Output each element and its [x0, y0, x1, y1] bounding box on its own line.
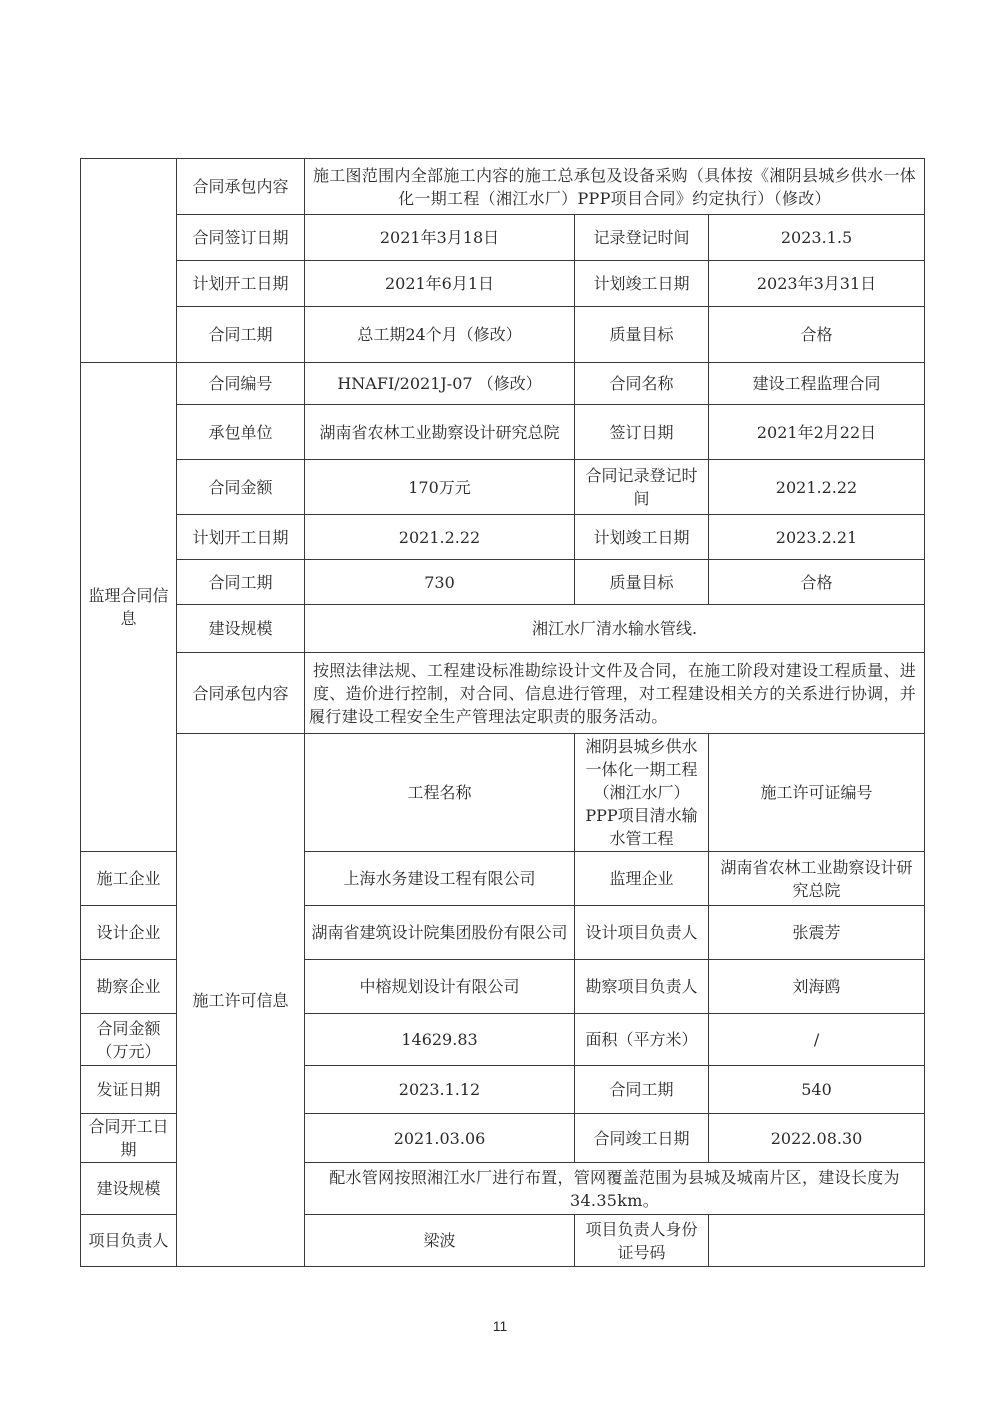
- sup-content-label: 合同承包内容: [177, 653, 305, 734]
- permit-survey-lead-label: 勘察项目负责人: [575, 960, 709, 1014]
- sup-contractor-label: 承包单位: [177, 405, 305, 460]
- sup-sign-date-label: 签订日期: [575, 405, 709, 460]
- permit-period-value: 540: [709, 1066, 925, 1114]
- sup-scale-label: 建设规模: [177, 605, 305, 653]
- sup-scale-value: 湘江水厂清水输水管线.: [305, 605, 925, 653]
- permit-survey-lead-value: 刘海鸥: [709, 960, 925, 1014]
- permit-supervisor-value: 湖南省农林工业勘察设计研究总院: [709, 852, 925, 906]
- sup-plan-start-value: 2021.2.22: [305, 515, 575, 560]
- permit-start-label: 合同开工日期: [81, 1114, 177, 1163]
- permit-section-label: 施工许可信息: [177, 734, 305, 1267]
- sup-contract-no-value: HNAFI/2021J-07 （修改）: [305, 363, 575, 405]
- permit-design-lead-value: 张震芳: [709, 906, 925, 960]
- permit-issue-date-label: 发证日期: [81, 1066, 177, 1114]
- permit-issue-date-value: 2023.1.12: [305, 1066, 575, 1114]
- continued-section-cell: [81, 159, 177, 363]
- permit-survey-value: 中榕规划设计有限公司: [305, 960, 575, 1014]
- plan-start-value: 2021年6月1日: [305, 261, 575, 307]
- permit-construction-label: 施工企业: [81, 852, 177, 906]
- permit-lead-value: 梁波: [305, 1215, 575, 1267]
- permit-lead-label: 项目负责人: [81, 1215, 177, 1267]
- sup-plan-start-label: 计划开工日期: [177, 515, 305, 560]
- permit-design-value: 湖南省建筑设计院集团股份有限公司: [305, 906, 575, 960]
- permit-project-name-label: 工程名称: [305, 734, 575, 852]
- permit-area-label: 面积（平方米）: [575, 1014, 709, 1066]
- plan-end-value: 2023年3月31日: [709, 261, 925, 307]
- sup-amount-label: 合同金额: [177, 460, 305, 515]
- contract-content-value: 施工图范围内全部施工内容的施工总承包及设备采购（具体按《湘阴县城乡供水一体化一期工程（湘江水厂）PPP项目合同》约定执行）（修改）: [305, 159, 925, 215]
- sign-date-value: 2021年3月18日: [305, 215, 575, 261]
- permit-scale-label: 建设规模: [81, 1163, 177, 1215]
- permit-no-label: 施工许可证编号: [709, 734, 925, 852]
- sup-record-time-label: 合同记录登记时间: [575, 460, 709, 515]
- permit-design-lead-label: 设计项目负责人: [575, 906, 709, 960]
- sup-quality-value: 合格: [709, 560, 925, 605]
- permit-period-label: 合同工期: [575, 1066, 709, 1114]
- supervision-section-label: 监理合同信息: [81, 363, 177, 852]
- permit-construction-value: 上海水务建设工程有限公司: [305, 852, 575, 906]
- quality-label: 质量目标: [575, 307, 709, 363]
- plan-end-label: 计划竣工日期: [575, 261, 709, 307]
- page-number: 11: [492, 1318, 508, 1334]
- sup-quality-label: 质量目标: [575, 560, 709, 605]
- quality-value: 合格: [709, 307, 925, 363]
- sign-date-label: 合同签订日期: [177, 215, 305, 261]
- permit-end-value: 2022.08.30: [709, 1114, 925, 1163]
- permit-lead-id-value: [709, 1215, 925, 1267]
- permit-end-label: 合同竣工日期: [575, 1114, 709, 1163]
- record-time-label: 记录登记时间: [575, 215, 709, 261]
- project-info-table: [80, 158, 925, 1267]
- contract-content-label: 合同承包内容: [177, 159, 305, 215]
- sup-contract-no-label: 合同编号: [177, 363, 305, 405]
- permit-project-name-value: 湘阴县城乡供水一体化一期工程（湘江水厂）PPP项目清水输水管工程: [575, 734, 709, 852]
- sup-plan-end-label: 计划竣工日期: [575, 515, 709, 560]
- period-value: 总工期24个月（修改）: [305, 307, 575, 363]
- plan-start-label: 计划开工日期: [177, 261, 305, 307]
- permit-scale-value: 配水管网按照湘江水厂进行布置，管网覆盖范围为县城及城南片区，建设长度为34.35km。: [305, 1163, 925, 1215]
- permit-lead-id-label: 项目负责人身份证号码: [575, 1215, 709, 1267]
- sup-contract-name-label: 合同名称: [575, 363, 709, 405]
- sup-contract-name-value: 建设工程监理合同: [709, 363, 925, 405]
- sup-amount-value: 170万元: [305, 460, 575, 515]
- permit-amount-value: 14629.83: [305, 1014, 575, 1066]
- sup-content-value: 按照法律法规、工程建设标准勘综设计文件及合同，在施工阶段对建设工程质量、进度、造价进行控制，对合同、信息进行管理，对工程建设相关方的关系进行协调，并履行建设工程安全生产管理法定职责的服务活动。: [305, 653, 925, 734]
- period-label: 合同工期: [177, 307, 305, 363]
- sup-sign-date-value: 2021年2月22日: [709, 405, 925, 460]
- sup-plan-end-value: 2023.2.21: [709, 515, 925, 560]
- sup-contractor-value: 湖南省农林工业勘察设计研究总院: [305, 405, 575, 460]
- permit-survey-label: 勘察企业: [81, 960, 177, 1014]
- permit-area-value: /: [709, 1014, 925, 1066]
- permit-start-value: 2021.03.06: [305, 1114, 575, 1163]
- record-time-value: 2023.1.5: [709, 215, 925, 261]
- permit-supervisor-label: 监理企业: [575, 852, 709, 906]
- sup-record-time-value: 2021.2.22: [709, 460, 925, 515]
- permit-amount-label: 合同金额（万元）: [81, 1014, 177, 1066]
- permit-design-label: 设计企业: [81, 906, 177, 960]
- sup-period-value: 730: [305, 560, 575, 605]
- sup-period-label: 合同工期: [177, 560, 305, 605]
